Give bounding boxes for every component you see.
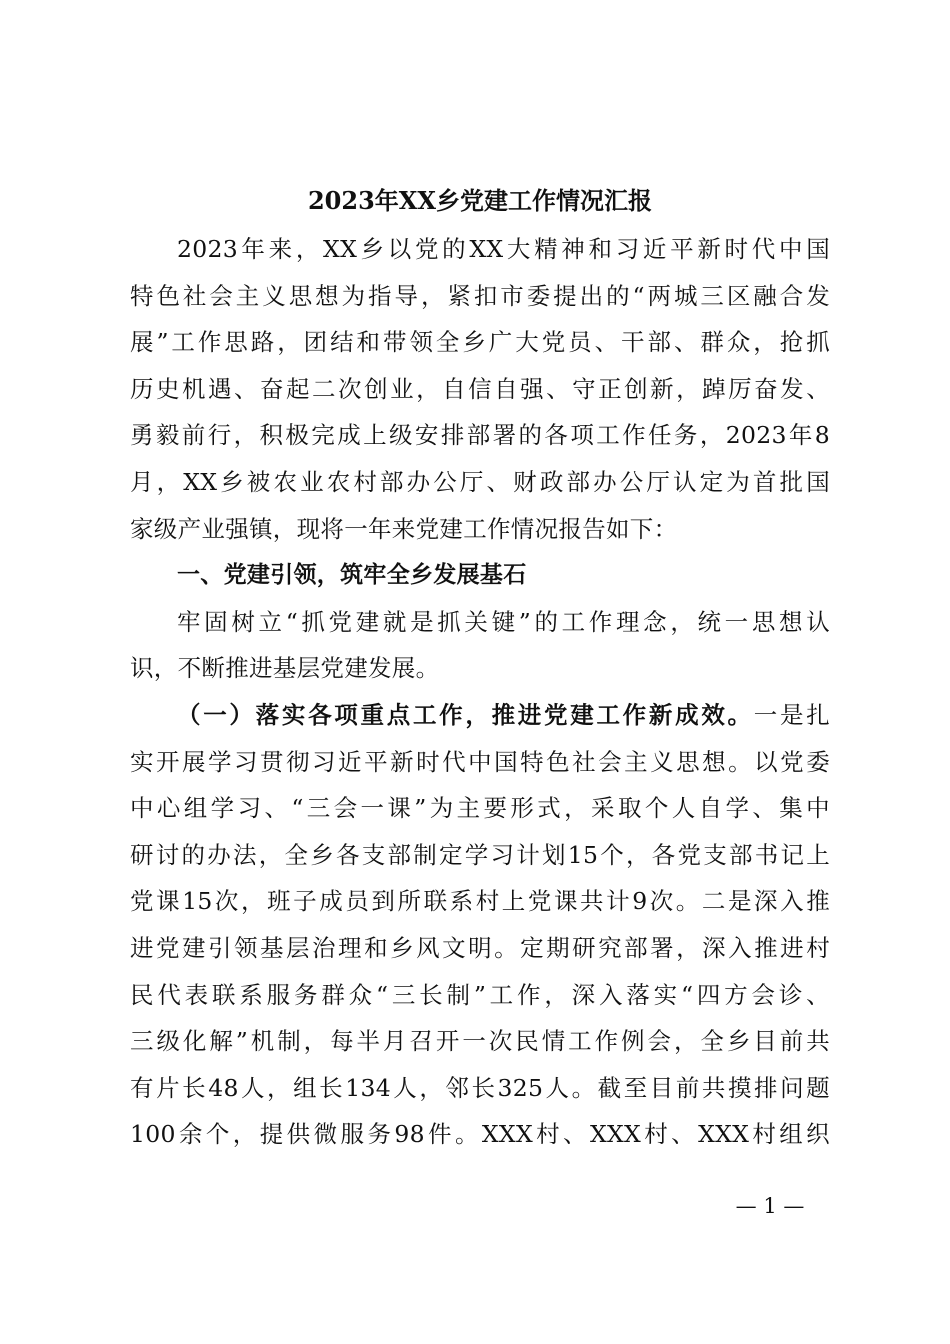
paragraph-line: 历史机遇、奋起二次创业，自信自强、守正创新，踔厉奋发、 [130, 374, 830, 403]
paragraph-line: 牢固树立“抓党建就是抓关键”的工作理念，统一思想认 [177, 607, 830, 636]
paragraph-line: 三级化解”机制，每半月召开一次民情工作例会，全乡目前共 [130, 1027, 830, 1056]
subsection-first-line [130, 692, 830, 739]
paragraph-line: 识，不断推进基层党建发展。 [130, 654, 440, 683]
paragraph-line: 实开展学习贯彻习近平新时代中国特色社会主义思想。以党委 [130, 747, 830, 776]
paragraph-line: 月，XX乡被农业农村部办公厅、财政部办公厅认定为首批国 [130, 467, 830, 496]
paragraph-line: 家级产业强镇，现将一年来党建工作情况报告如下： [130, 514, 678, 543]
subsection-first-line-rest: 一是扎 [753, 700, 830, 729]
paragraph-line: 有片长48人，组长134人，邻长325人。截至目前共摸排问题 [130, 1073, 830, 1102]
paragraph-line: 2023年来，XX乡以党的XX大精神和习近平新时代中国 [177, 235, 830, 263]
page-number: — 1 — [735, 1194, 805, 1218]
paragraph-line: 进党建引领基层治理和乡风文明。定期研究部署，深入推进村 [130, 933, 830, 962]
paragraph-line: 勇毅前行，积极完成上级安排部署的各项工作任务，2023年8 [130, 421, 830, 450]
paragraph-line: 民代表联系服务群众“三长制”工作，深入落实“四方会诊、 [130, 980, 830, 1009]
paragraph-line: 特色社会主义思想为指导，紧扣市委提出的“两城三区融合发 [130, 281, 830, 310]
document-body [130, 226, 830, 1158]
section-heading: 一、党建引领，筑牢全乡发展基石 [177, 562, 527, 589]
paragraph-line: 展”工作思路，团结和带领全乡广大党员、干部、群众，抢抓 [130, 328, 830, 357]
paragraph-line: 党课15次，班子成员到所联系村上党课共计9次。二是深入推 [130, 887, 830, 916]
paragraph-line: 研讨的办法，全乡各支部制定学习计划15个，各党支部书记上 [130, 840, 830, 869]
subsection-heading: （一）落实各项重点工作，推进党建工作新成效。 [177, 700, 754, 729]
document-title: 2023年XX乡党建工作情况汇报 [307, 186, 653, 215]
paragraph-line: 100余个，提供微服务98件。XXX村、XXX村、XXX村组织 [130, 1120, 830, 1149]
paragraph-line: 中心组学习、“三会一课”为主要形式，采取个人自学、集中 [130, 794, 830, 823]
